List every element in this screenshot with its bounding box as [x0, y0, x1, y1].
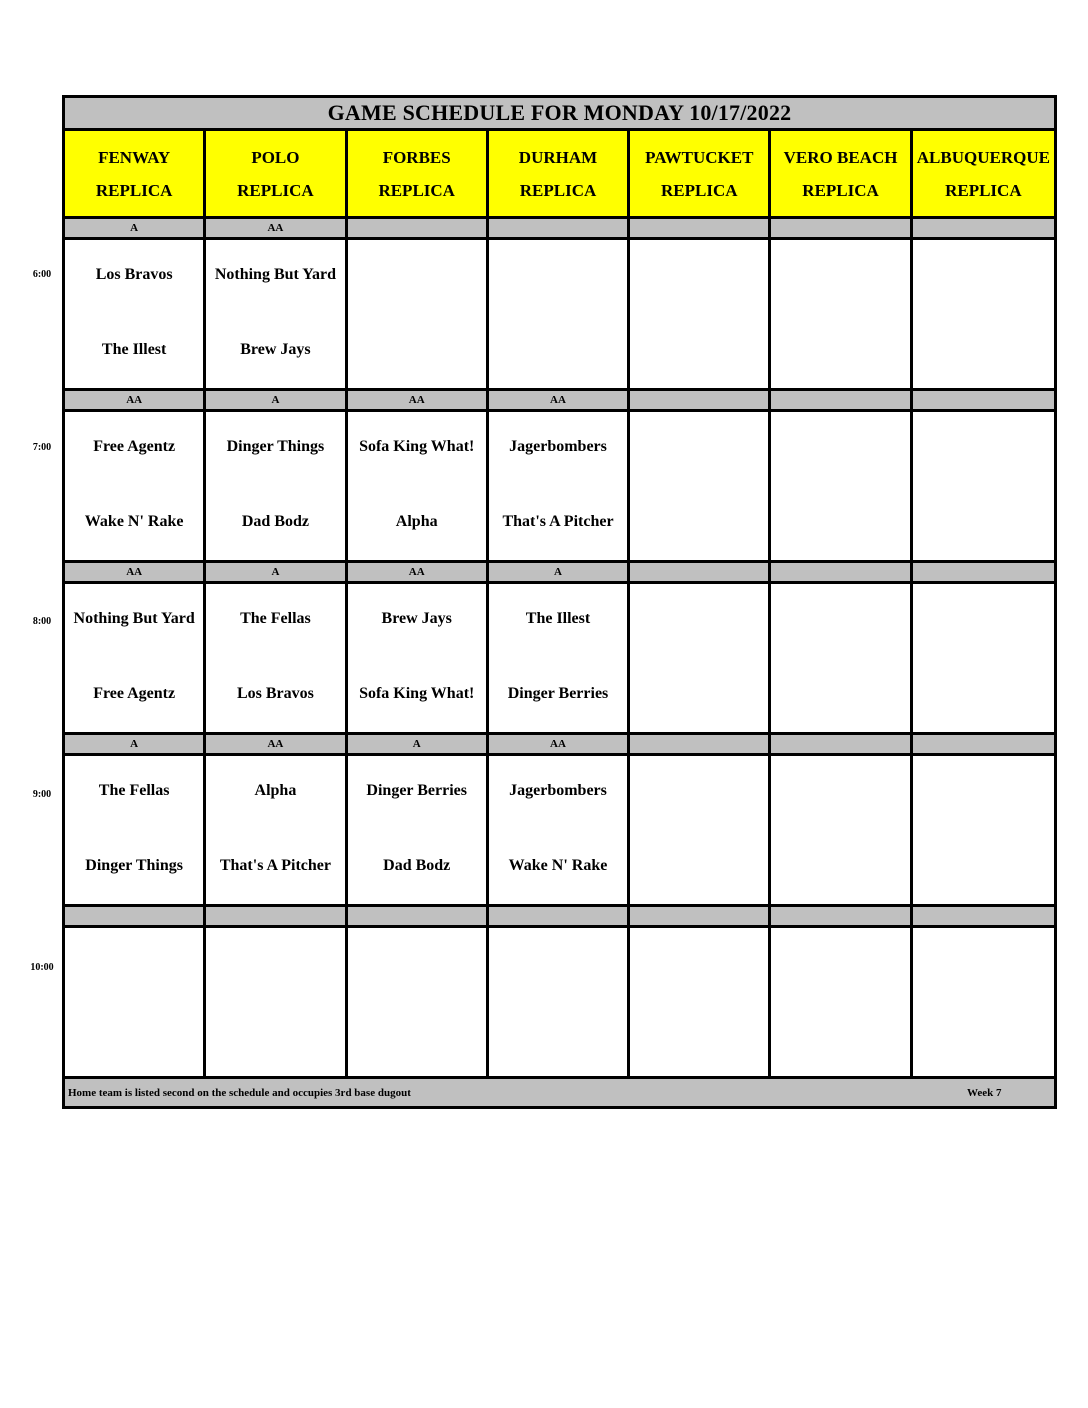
- division-cell: A: [65, 735, 206, 756]
- home-team: Los Bravos: [236, 685, 314, 702]
- away-team: Brew Jays: [381, 610, 452, 627]
- game-cell: [489, 412, 630, 563]
- division-cell: [771, 563, 912, 584]
- division-cell: [771, 219, 912, 240]
- game-cell: [630, 240, 771, 391]
- game-cell: [630, 928, 771, 1079]
- home-team: Dad Bodz: [383, 857, 451, 874]
- away-team: Jagerbombers: [509, 782, 607, 799]
- division-cell: [630, 735, 771, 756]
- division-cell: A: [65, 219, 206, 240]
- game-cell: [489, 240, 630, 391]
- game-cell: [489, 928, 630, 1079]
- division-cell: AA: [348, 391, 489, 412]
- field-header: [489, 131, 630, 219]
- home-team-note: Home team is listed second on the schedule and occupies 3rd base dugout: [68, 1087, 411, 1099]
- week-label: Week 7: [967, 1087, 1002, 1099]
- division-cell: AA: [206, 735, 347, 756]
- home-team: Free Agentz: [93, 685, 176, 702]
- time-label: 8:00: [32, 615, 52, 627]
- home-team: Alpha: [395, 513, 438, 530]
- home-team: Dad Bodz: [241, 513, 309, 530]
- game-cell: [206, 584, 347, 735]
- away-team: Dinger Things: [226, 438, 325, 455]
- field-subtitle: REPLICA: [802, 180, 879, 200]
- game-cell: [348, 412, 489, 563]
- field-name: PAWTUCKET: [645, 147, 754, 167]
- division-cell: AA: [489, 735, 630, 756]
- away-team: Free Agentz: [93, 438, 176, 455]
- division-cell: AA: [65, 391, 206, 412]
- field-subtitle: REPLICA: [945, 180, 1022, 200]
- division-cell: [913, 907, 1054, 928]
- field-subtitle: REPLICA: [378, 180, 455, 200]
- game-cell: [771, 756, 912, 907]
- division-cell: A: [489, 563, 630, 584]
- game-cell: [913, 240, 1054, 391]
- game-cell: [489, 756, 630, 907]
- division-cell: [771, 735, 912, 756]
- field-name: POLO: [251, 147, 300, 167]
- field-name: ALBUQUERQUE: [916, 147, 1050, 167]
- division-cell: [913, 563, 1054, 584]
- division-cell: [771, 391, 912, 412]
- schedule-grid: [65, 131, 1054, 1079]
- game-cell: [771, 240, 912, 391]
- time-label: 10:00: [30, 962, 54, 974]
- field-subtitle: REPLICA: [95, 180, 173, 200]
- field-subtitle: REPLICA: [237, 180, 314, 200]
- division-cell: A: [348, 735, 489, 756]
- game-cell: [206, 928, 347, 1079]
- division-cell: AA: [348, 563, 489, 584]
- field-header: [913, 131, 1054, 219]
- game-cell: [348, 756, 489, 907]
- game-cell: [348, 240, 489, 391]
- game-cell: [348, 928, 489, 1079]
- game-cell: [206, 240, 347, 391]
- game-cell: [630, 584, 771, 735]
- home-team: Sofa King What!: [359, 685, 475, 702]
- field-header: [206, 131, 347, 219]
- game-cell: [65, 756, 206, 907]
- away-team: Los Bravos: [95, 266, 173, 283]
- away-team: Alpha: [254, 782, 297, 799]
- division-cell: [771, 907, 912, 928]
- division-cell: [913, 391, 1054, 412]
- division-cell: [206, 907, 347, 928]
- away-team: Jagerbombers: [509, 438, 607, 455]
- away-team: Dinger Berries: [366, 782, 467, 799]
- field-header: [630, 131, 771, 219]
- division-cell: [630, 907, 771, 928]
- field-subtitle: REPLICA: [519, 180, 597, 200]
- field-header: [771, 131, 912, 219]
- game-cell: [630, 756, 771, 907]
- home-team: That's A Pitcher: [219, 857, 331, 874]
- field-name: FENWAY: [98, 147, 171, 167]
- division-cell: [630, 219, 771, 240]
- home-team: Wake N' Rake: [508, 857, 608, 874]
- home-team: Dinger Berries: [507, 685, 609, 702]
- game-cell: [206, 756, 347, 907]
- game-cell: [65, 412, 206, 563]
- field-name: VERO BEACH: [783, 147, 898, 167]
- field-header: [348, 131, 489, 219]
- home-team: Wake N' Rake: [84, 513, 184, 530]
- division-cell: [348, 219, 489, 240]
- home-team: Brew Jays: [240, 341, 311, 358]
- game-cell: [65, 584, 206, 735]
- game-cell: [65, 928, 206, 1079]
- division-cell: [913, 219, 1054, 240]
- home-team: The Illest: [101, 341, 167, 358]
- away-team: The Illest: [525, 610, 591, 627]
- schedule-sheet: [62, 95, 1057, 1109]
- game-cell: [489, 584, 630, 735]
- away-team: Nothing But Yard: [214, 266, 337, 283]
- field-name: DURHAM: [518, 147, 598, 167]
- division-cell: [489, 219, 630, 240]
- away-team: The Fellas: [240, 610, 311, 627]
- division-cell: AA: [489, 391, 630, 412]
- game-cell: [65, 240, 206, 391]
- time-label: 7:00: [32, 442, 52, 454]
- game-cell: [630, 412, 771, 563]
- home-team: Dinger Things: [85, 857, 183, 874]
- game-cell: [913, 412, 1054, 563]
- field-subtitle: REPLICA: [661, 180, 738, 200]
- away-team: Sofa King What!: [359, 438, 475, 455]
- game-cell: [771, 928, 912, 1079]
- division-cell: [489, 907, 630, 928]
- schedule-title: GAME SCHEDULE FOR MONDAY 10/17/2022: [65, 98, 1054, 131]
- field-name: FORBES: [382, 147, 451, 167]
- division-cell: A: [206, 563, 347, 584]
- time-label: 9:00: [32, 788, 52, 800]
- game-cell: [913, 756, 1054, 907]
- schedule-footer: [65, 1079, 1054, 1106]
- division-cell: [348, 907, 489, 928]
- game-cell: [771, 412, 912, 563]
- division-cell: AA: [206, 219, 347, 240]
- game-cell: [771, 584, 912, 735]
- division-cell: [65, 907, 206, 928]
- division-cell: AA: [65, 563, 206, 584]
- home-team: That's A Pitcher: [502, 513, 614, 530]
- division-cell: A: [206, 391, 347, 412]
- division-cell: [630, 563, 771, 584]
- time-label: 6:00: [32, 269, 52, 280]
- division-cell: [630, 391, 771, 412]
- away-team: Nothing But Yard: [73, 610, 195, 627]
- division-cell: [913, 735, 1054, 756]
- game-cell: [913, 928, 1054, 1079]
- game-cell: [913, 584, 1054, 735]
- game-cell: [206, 412, 347, 563]
- away-team: The Fellas: [98, 782, 170, 799]
- field-header: [65, 131, 206, 219]
- game-cell: [348, 584, 489, 735]
